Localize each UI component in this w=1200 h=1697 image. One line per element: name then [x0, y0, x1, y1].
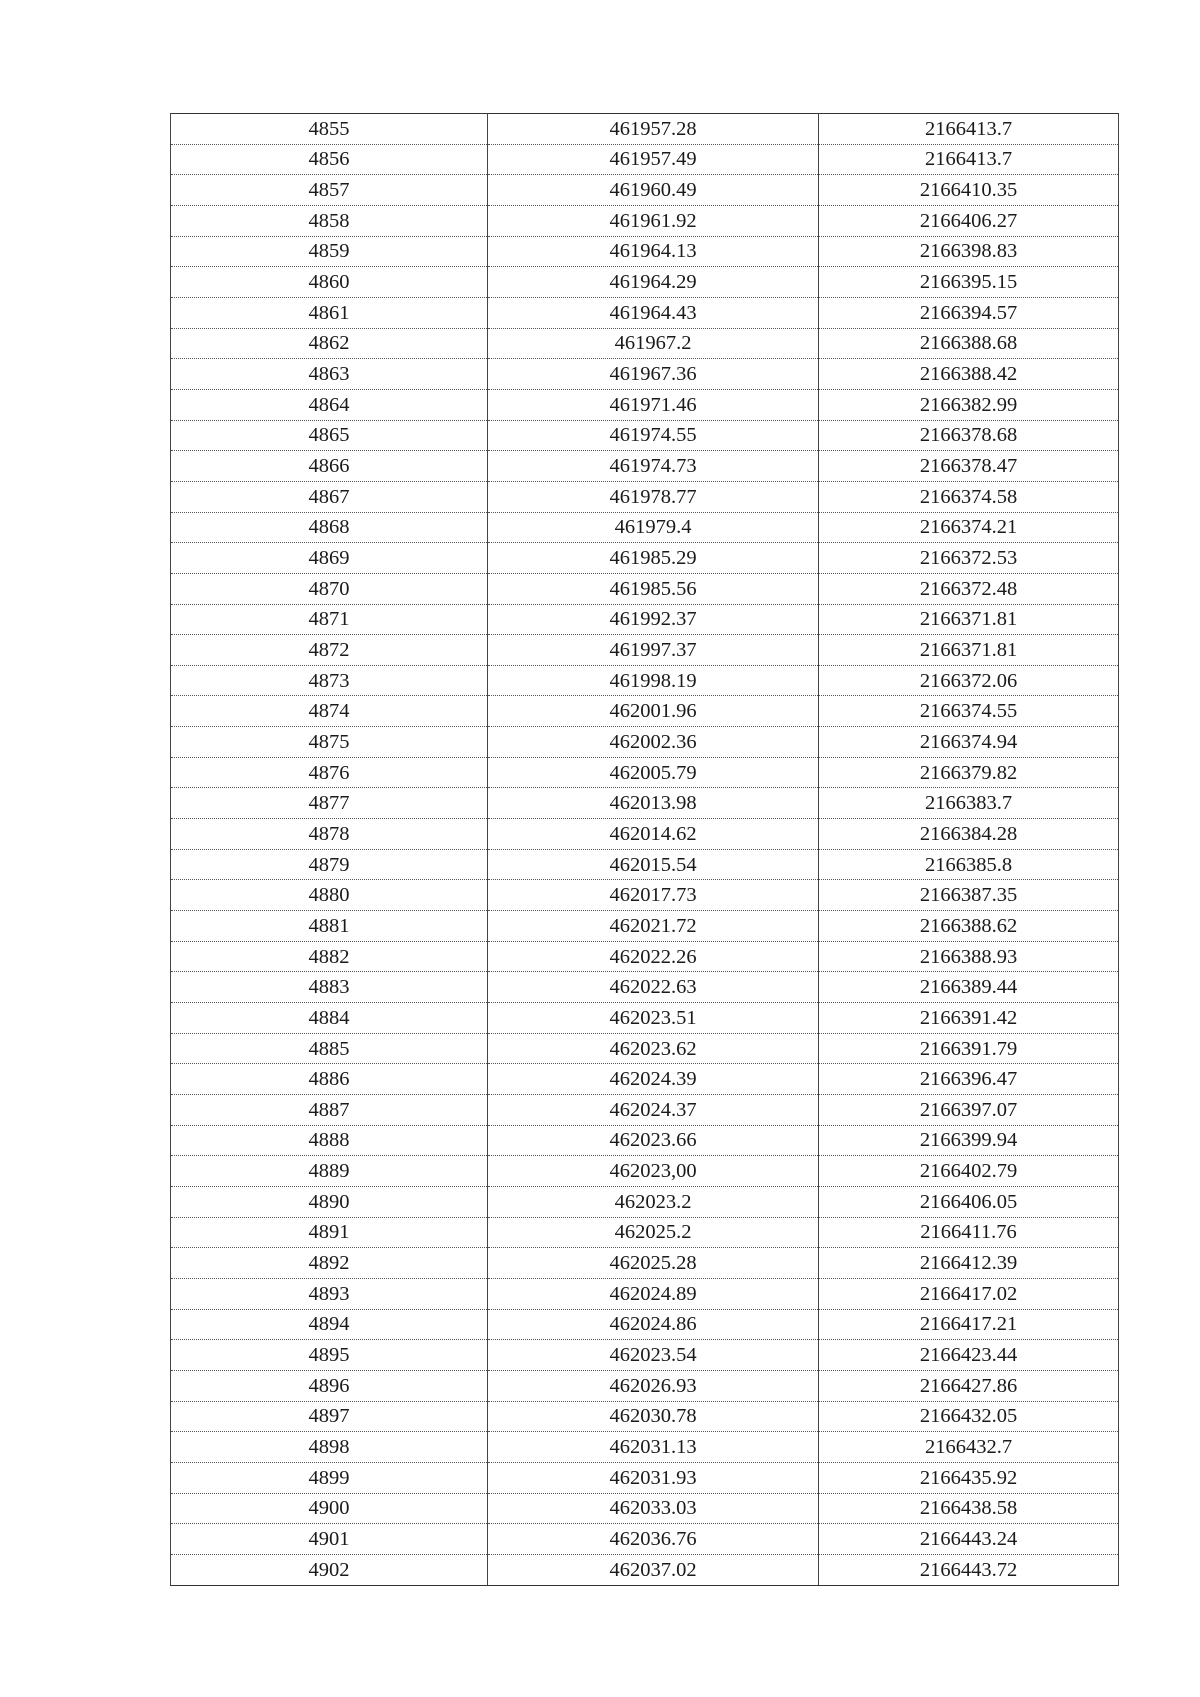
table-row	[171, 635, 1119, 666]
table-row	[171, 573, 1119, 604]
point-number-cell: 4872	[171, 635, 488, 666]
y-coordinate-cell: 2166382.99	[819, 389, 1119, 420]
point-number-cell: 4873	[171, 665, 488, 696]
x-coordinate-cell: 461998.19	[488, 665, 819, 696]
x-coordinate-cell: 461974.73	[488, 451, 819, 482]
table-row	[171, 757, 1119, 788]
point-number-cell: 4898	[171, 1432, 488, 1463]
point-number-cell: 4865	[171, 420, 488, 451]
y-coordinate-cell: 2166388.93	[819, 941, 1119, 972]
point-number-cell: 4900	[171, 1493, 488, 1524]
point-number-cell: 4880	[171, 880, 488, 911]
table-row	[171, 328, 1119, 359]
point-number-cell: 4868	[171, 512, 488, 543]
table-row	[171, 1125, 1119, 1156]
x-coordinate-cell: 462024.37	[488, 1095, 819, 1126]
y-coordinate-cell: 2166371.81	[819, 635, 1119, 666]
y-coordinate-cell: 2166391.42	[819, 1003, 1119, 1034]
x-coordinate-cell: 462037.02	[488, 1554, 819, 1585]
x-coordinate-cell: 461964.13	[488, 236, 819, 267]
point-number-cell: 4899	[171, 1462, 488, 1493]
table-row	[171, 1309, 1119, 1340]
table-row	[171, 972, 1119, 1003]
y-coordinate-cell: 2166443.24	[819, 1524, 1119, 1555]
x-coordinate-cell: 462022.63	[488, 972, 819, 1003]
point-number-cell: 4885	[171, 1033, 488, 1064]
table-row	[171, 114, 1119, 145]
point-number-cell: 4871	[171, 604, 488, 635]
x-coordinate-cell: 461964.43	[488, 297, 819, 328]
y-coordinate-cell: 2166397.07	[819, 1095, 1119, 1126]
table-row	[171, 205, 1119, 236]
x-coordinate-cell: 462026.93	[488, 1370, 819, 1401]
y-coordinate-cell: 2166406.27	[819, 205, 1119, 236]
table-row	[171, 1462, 1119, 1493]
point-number-cell: 4889	[171, 1156, 488, 1187]
table-row	[171, 911, 1119, 942]
point-number-cell: 4862	[171, 328, 488, 359]
y-coordinate-cell: 2166385.8	[819, 849, 1119, 880]
table-row	[171, 420, 1119, 451]
point-number-cell: 4892	[171, 1248, 488, 1279]
y-coordinate-cell: 2166372.53	[819, 543, 1119, 574]
x-coordinate-cell: 462015.54	[488, 849, 819, 880]
table-row	[171, 696, 1119, 727]
point-number-cell: 4882	[171, 941, 488, 972]
x-coordinate-cell: 461960.49	[488, 175, 819, 206]
point-number-cell: 4863	[171, 359, 488, 390]
y-coordinate-cell: 2166410.35	[819, 175, 1119, 206]
table-row	[171, 1033, 1119, 1064]
y-coordinate-cell: 2166417.21	[819, 1309, 1119, 1340]
table-row	[171, 1064, 1119, 1095]
table-row	[171, 1340, 1119, 1371]
y-coordinate-cell: 2166378.47	[819, 451, 1119, 482]
table-row	[171, 297, 1119, 328]
point-number-cell: 4883	[171, 972, 488, 1003]
x-coordinate-cell: 461974.55	[488, 420, 819, 451]
y-coordinate-cell: 2166383.7	[819, 788, 1119, 819]
x-coordinate-cell: 462033.03	[488, 1493, 819, 1524]
y-coordinate-cell: 2166395.15	[819, 267, 1119, 298]
x-coordinate-cell: 462024.86	[488, 1309, 819, 1340]
table-row	[171, 1156, 1119, 1187]
table-row	[171, 1248, 1119, 1279]
y-coordinate-cell: 2166402.79	[819, 1156, 1119, 1187]
table-row	[171, 1401, 1119, 1432]
x-coordinate-cell: 462022.26	[488, 941, 819, 972]
point-number-cell: 4884	[171, 1003, 488, 1034]
y-coordinate-cell: 2166371.81	[819, 604, 1119, 635]
table-row	[171, 727, 1119, 758]
y-coordinate-cell: 2166413.7	[819, 114, 1119, 145]
x-coordinate-cell: 462024.89	[488, 1278, 819, 1309]
y-coordinate-cell: 2166432.05	[819, 1401, 1119, 1432]
table-row	[171, 1095, 1119, 1126]
table-row	[171, 819, 1119, 850]
point-number-cell: 4855	[171, 114, 488, 145]
y-coordinate-cell: 2166438.58	[819, 1493, 1119, 1524]
point-number-cell: 4890	[171, 1186, 488, 1217]
x-coordinate-cell: 462023.66	[488, 1125, 819, 1156]
coordinates-table	[170, 113, 1119, 1586]
point-number-cell: 4897	[171, 1401, 488, 1432]
point-number-cell: 4902	[171, 1554, 488, 1585]
x-coordinate-cell: 462024.39	[488, 1064, 819, 1095]
y-coordinate-cell: 2166391.79	[819, 1033, 1119, 1064]
point-number-cell: 4875	[171, 727, 488, 758]
table-row	[171, 1278, 1119, 1309]
y-coordinate-cell: 2166394.57	[819, 297, 1119, 328]
table-row	[171, 1554, 1119, 1585]
x-coordinate-cell: 462036.76	[488, 1524, 819, 1555]
y-coordinate-cell: 2166388.42	[819, 359, 1119, 390]
point-number-cell: 4888	[171, 1125, 488, 1156]
table-row	[171, 1493, 1119, 1524]
x-coordinate-cell: 461961.92	[488, 205, 819, 236]
table-row	[171, 1186, 1119, 1217]
x-coordinate-cell: 462025.28	[488, 1248, 819, 1279]
x-coordinate-cell: 461964.29	[488, 267, 819, 298]
table-row	[171, 236, 1119, 267]
table-row	[171, 604, 1119, 635]
table-row	[171, 481, 1119, 512]
y-coordinate-cell: 2166372.06	[819, 665, 1119, 696]
x-coordinate-cell: 462005.79	[488, 757, 819, 788]
y-coordinate-cell: 2166389.44	[819, 972, 1119, 1003]
point-number-cell: 4869	[171, 543, 488, 574]
point-number-cell: 4867	[171, 481, 488, 512]
point-number-cell: 4864	[171, 389, 488, 420]
x-coordinate-cell: 462031.13	[488, 1432, 819, 1463]
table-row	[171, 788, 1119, 819]
table-row	[171, 849, 1119, 880]
point-number-cell: 4901	[171, 1524, 488, 1555]
x-coordinate-cell: 461971.46	[488, 389, 819, 420]
y-coordinate-cell: 2166374.58	[819, 481, 1119, 512]
table-row	[171, 267, 1119, 298]
point-number-cell: 4893	[171, 1278, 488, 1309]
point-number-cell: 4877	[171, 788, 488, 819]
point-number-cell: 4894	[171, 1309, 488, 1340]
x-coordinate-cell: 462023.51	[488, 1003, 819, 1034]
x-coordinate-cell: 462025.2	[488, 1217, 819, 1248]
x-coordinate-cell: 462001.96	[488, 696, 819, 727]
point-number-cell: 4866	[171, 451, 488, 482]
point-number-cell: 4879	[171, 849, 488, 880]
point-number-cell: 4856	[171, 144, 488, 175]
table-row	[171, 175, 1119, 206]
table-row	[171, 1217, 1119, 1248]
x-coordinate-cell: 462031.93	[488, 1462, 819, 1493]
x-coordinate-cell: 461978.77	[488, 481, 819, 512]
x-coordinate-cell: 462023,00	[488, 1156, 819, 1187]
point-number-cell: 4878	[171, 819, 488, 850]
table-row	[171, 941, 1119, 972]
x-coordinate-cell: 461997.37	[488, 635, 819, 666]
x-coordinate-cell: 462002.36	[488, 727, 819, 758]
point-number-cell: 4861	[171, 297, 488, 328]
y-coordinate-cell: 2166423.44	[819, 1340, 1119, 1371]
y-coordinate-cell: 2166378.68	[819, 420, 1119, 451]
table-row	[171, 880, 1119, 911]
y-coordinate-cell: 2166406.05	[819, 1186, 1119, 1217]
y-coordinate-cell: 2166411.76	[819, 1217, 1119, 1248]
table-row	[171, 144, 1119, 175]
point-number-cell: 4896	[171, 1370, 488, 1401]
y-coordinate-cell: 2166374.94	[819, 727, 1119, 758]
table-row	[171, 451, 1119, 482]
point-number-cell: 4887	[171, 1095, 488, 1126]
x-coordinate-cell: 461957.49	[488, 144, 819, 175]
table-row	[171, 1524, 1119, 1555]
x-coordinate-cell: 462017.73	[488, 880, 819, 911]
y-coordinate-cell: 2166432.7	[819, 1432, 1119, 1463]
x-coordinate-cell: 461957.28	[488, 114, 819, 145]
x-coordinate-cell: 462023.62	[488, 1033, 819, 1064]
y-coordinate-cell: 2166379.82	[819, 757, 1119, 788]
x-coordinate-cell: 462023.54	[488, 1340, 819, 1371]
x-coordinate-cell: 462013.98	[488, 788, 819, 819]
table-row	[171, 1432, 1119, 1463]
point-number-cell: 4859	[171, 236, 488, 267]
table-row	[171, 389, 1119, 420]
point-number-cell: 4886	[171, 1064, 488, 1095]
y-coordinate-cell: 2166435.92	[819, 1462, 1119, 1493]
x-coordinate-cell: 462030.78	[488, 1401, 819, 1432]
y-coordinate-cell: 2166427.86	[819, 1370, 1119, 1401]
point-number-cell: 4874	[171, 696, 488, 727]
x-coordinate-cell: 461967.2	[488, 328, 819, 359]
y-coordinate-cell: 2166372.48	[819, 573, 1119, 604]
table-body	[171, 114, 1119, 1586]
x-coordinate-cell: 462023.2	[488, 1186, 819, 1217]
point-number-cell: 4860	[171, 267, 488, 298]
point-number-cell: 4876	[171, 757, 488, 788]
table-row	[171, 665, 1119, 696]
y-coordinate-cell: 2166374.21	[819, 512, 1119, 543]
y-coordinate-cell: 2166387.35	[819, 880, 1119, 911]
x-coordinate-cell: 462014.62	[488, 819, 819, 850]
point-number-cell: 4881	[171, 911, 488, 942]
point-number-cell: 4858	[171, 205, 488, 236]
x-coordinate-cell: 462021.72	[488, 911, 819, 942]
point-number-cell: 4891	[171, 1217, 488, 1248]
y-coordinate-cell: 2166396.47	[819, 1064, 1119, 1095]
y-coordinate-cell: 2166374.55	[819, 696, 1119, 727]
y-coordinate-cell: 2166388.62	[819, 911, 1119, 942]
table-row	[171, 512, 1119, 543]
x-coordinate-cell: 461985.29	[488, 543, 819, 574]
y-coordinate-cell: 2166443.72	[819, 1554, 1119, 1585]
y-coordinate-cell: 2166388.68	[819, 328, 1119, 359]
y-coordinate-cell: 2166384.28	[819, 819, 1119, 850]
x-coordinate-cell: 461992.37	[488, 604, 819, 635]
x-coordinate-cell: 461985.56	[488, 573, 819, 604]
point-number-cell: 4870	[171, 573, 488, 604]
y-coordinate-cell: 2166412.39	[819, 1248, 1119, 1279]
point-number-cell: 4857	[171, 175, 488, 206]
table-row	[171, 543, 1119, 574]
point-number-cell: 4895	[171, 1340, 488, 1371]
x-coordinate-cell: 461967.36	[488, 359, 819, 390]
x-coordinate-cell: 461979.4	[488, 512, 819, 543]
table-row	[171, 1003, 1119, 1034]
y-coordinate-cell: 2166413.7	[819, 144, 1119, 175]
y-coordinate-cell: 2166417.02	[819, 1278, 1119, 1309]
y-coordinate-cell: 2166399.94	[819, 1125, 1119, 1156]
table-row	[171, 1370, 1119, 1401]
table-row	[171, 359, 1119, 390]
y-coordinate-cell: 2166398.83	[819, 236, 1119, 267]
